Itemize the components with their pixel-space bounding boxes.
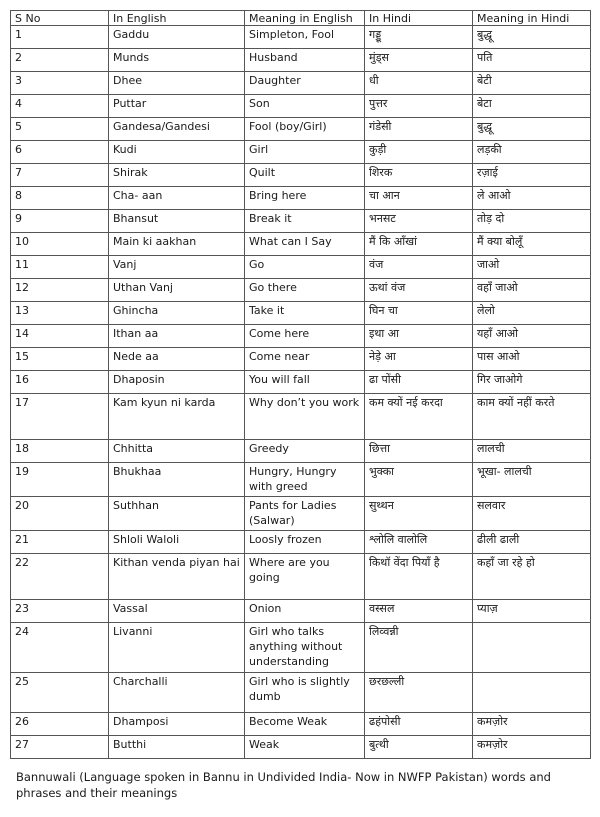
cell-sno: 24 xyxy=(11,623,109,673)
cell-meaning-in-english: Husband xyxy=(245,49,365,72)
cell-in-english: Charchalli xyxy=(109,673,245,713)
cell-in-english: Bhansut xyxy=(109,210,245,233)
cell-in-english: Gandesa/Gandesi xyxy=(109,118,245,141)
table-row xyxy=(11,394,591,440)
cell-sno: 5 xyxy=(11,118,109,141)
header-sno: S No xyxy=(11,11,109,26)
header-meaning-in-english: Meaning in English xyxy=(245,11,365,26)
cell-meaning-in-english: Where are you going xyxy=(245,554,365,600)
cell-in-english: Kudi xyxy=(109,141,245,164)
cell-in-english: Shirak xyxy=(109,164,245,187)
table-row xyxy=(11,673,591,713)
cell-meaning-in-english: Hungry, Hungry with greed xyxy=(245,463,365,497)
cell-sno: 12 xyxy=(11,279,109,302)
table-caption: Bannuwali (Language spoken in Bannu in Undivided India- Now in NWFP Pakistan) words and phrases and their meanings xyxy=(16,770,551,800)
cell-in-hindi: भुक्का xyxy=(365,463,473,497)
table-row xyxy=(11,440,591,463)
cell-meaning-in-hindi: यहाँ आओ xyxy=(473,325,591,348)
cell-meaning-in-english: Why don’t you work xyxy=(245,394,365,440)
cell-in-hindi: चा आन xyxy=(365,187,473,210)
cell-sno: 11 xyxy=(11,256,109,279)
cell-in-english: Suthhan xyxy=(109,497,245,531)
cell-sno: 17 xyxy=(11,394,109,440)
table-row xyxy=(11,736,591,759)
cell-in-hindi: ढा पोंसी xyxy=(365,371,473,394)
cell-meaning-in-hindi: जाओ xyxy=(473,256,591,279)
cell-in-english: Kam kyun ni karda xyxy=(109,394,245,440)
cell-sno: 16 xyxy=(11,371,109,394)
cell-meaning-in-english: You will fall xyxy=(245,371,365,394)
table-row xyxy=(11,233,591,256)
cell-meaning-in-english: Go xyxy=(245,256,365,279)
table-row xyxy=(11,623,591,673)
cell-sno: 23 xyxy=(11,600,109,623)
cell-sno: 18 xyxy=(11,440,109,463)
cell-meaning-in-english: Greedy xyxy=(245,440,365,463)
table-row xyxy=(11,302,591,325)
cell-sno: 19 xyxy=(11,463,109,497)
cell-meaning-in-english: Weak xyxy=(245,736,365,759)
cell-sno: 13 xyxy=(11,302,109,325)
cell-meaning-in-english: Loosly frozen xyxy=(245,531,365,554)
cell-meaning-in-english: Take it xyxy=(245,302,365,325)
cell-meaning-in-english: Come here xyxy=(245,325,365,348)
cell-sno: 14 xyxy=(11,325,109,348)
table-row xyxy=(11,600,591,623)
cell-meaning-in-english: Onion xyxy=(245,600,365,623)
cell-in-english: Munds xyxy=(109,49,245,72)
table-row xyxy=(11,141,591,164)
cell-meaning-in-english: Break it xyxy=(245,210,365,233)
cell-meaning-in-english: Fool (boy/Girl) xyxy=(245,118,365,141)
cell-sno: 8 xyxy=(11,187,109,210)
cell-in-hindi: कुड़ी xyxy=(365,141,473,164)
cell-in-hindi: घिन चा xyxy=(365,302,473,325)
cell-in-hindi: पुत्तर xyxy=(365,95,473,118)
cell-sno: 9 xyxy=(11,210,109,233)
cell-sno: 27 xyxy=(11,736,109,759)
header-in-english: In English xyxy=(109,11,245,26)
cell-sno: 22 xyxy=(11,554,109,600)
cell-meaning-in-hindi: काम क्यों नहीं करते xyxy=(473,394,591,440)
cell-in-hindi: भनसट xyxy=(365,210,473,233)
cell-in-hindi: गड्डू xyxy=(365,26,473,49)
cell-in-hindi: किथॉ वेंदा पियाँ है xyxy=(365,554,473,600)
cell-in-english: Ithan aa xyxy=(109,325,245,348)
cell-in-hindi: ऊथां वंज xyxy=(365,279,473,302)
cell-in-hindi: वस्सल xyxy=(365,600,473,623)
cell-in-english: Kithan venda piyan hai xyxy=(109,554,245,600)
cell-meaning-in-english: What can I Say xyxy=(245,233,365,256)
cell-in-english: Puttar xyxy=(109,95,245,118)
cell-in-hindi: छित्ता xyxy=(365,440,473,463)
cell-sno: 1 xyxy=(11,26,109,49)
cell-meaning-in-hindi: बेटी xyxy=(473,72,591,95)
cell-meaning-in-english: Bring here xyxy=(245,187,365,210)
table-row xyxy=(11,371,591,394)
cell-in-english: Vanj xyxy=(109,256,245,279)
cell-in-hindi: वंज xyxy=(365,256,473,279)
header-row xyxy=(11,11,591,26)
cell-in-hindi: कम क्यों नई करदा xyxy=(365,394,473,440)
cell-meaning-in-english: Girl who talks anything without understanding xyxy=(245,623,365,673)
cell-meaning-in-hindi: मैं क्या बोलूँ xyxy=(473,233,591,256)
cell-meaning-in-english: Become Weak xyxy=(245,713,365,736)
cell-meaning-in-hindi: बेटा xyxy=(473,95,591,118)
cell-meaning-in-hindi: कहाँ जा रहे हो xyxy=(473,554,591,600)
table-row xyxy=(11,325,591,348)
cell-meaning-in-hindi: भूखा- लालची xyxy=(473,463,591,497)
cell-meaning-in-hindi: गिर जाओगे xyxy=(473,371,591,394)
cell-in-hindi: इथा आ xyxy=(365,325,473,348)
cell-meaning-in-hindi xyxy=(473,623,591,673)
cell-sno: 2 xyxy=(11,49,109,72)
cell-meaning-in-english: Simpleton, Fool xyxy=(245,26,365,49)
cell-sno: 15 xyxy=(11,348,109,371)
table-body xyxy=(11,26,591,759)
cell-meaning-in-hindi: कमज़ोर xyxy=(473,736,591,759)
table-row xyxy=(11,256,591,279)
cell-in-english: Dhee xyxy=(109,72,245,95)
cell-in-hindi: बुत्थी xyxy=(365,736,473,759)
cell-in-hindi: शिरक xyxy=(365,164,473,187)
cell-in-english: Vassal xyxy=(109,600,245,623)
cell-meaning-in-hindi: पति xyxy=(473,49,591,72)
cell-in-hindi: मुंड्स xyxy=(365,49,473,72)
cell-meaning-in-hindi: पास आओ xyxy=(473,348,591,371)
cell-meaning-in-hindi: बुद्धू xyxy=(473,26,591,49)
cell-sno: 10 xyxy=(11,233,109,256)
table-row xyxy=(11,164,591,187)
cell-in-english: Gaddu xyxy=(109,26,245,49)
table-row xyxy=(11,554,591,600)
cell-in-english: Chhitta xyxy=(109,440,245,463)
cell-meaning-in-hindi: ले आओ xyxy=(473,187,591,210)
cell-in-english: Uthan Vanj xyxy=(109,279,245,302)
cell-sno: 20 xyxy=(11,497,109,531)
glossary-table xyxy=(10,10,591,759)
table-row xyxy=(11,187,591,210)
cell-meaning-in-english: Go there xyxy=(245,279,365,302)
cell-in-english: Bhukhaa xyxy=(109,463,245,497)
table-row xyxy=(11,49,591,72)
cell-meaning-in-hindi: तोड़ दो xyxy=(473,210,591,233)
table-row xyxy=(11,463,591,497)
cell-in-english: Dhamposi xyxy=(109,713,245,736)
cell-meaning-in-hindi: ढीली ढाली xyxy=(473,531,591,554)
cell-in-english: Main ki aakhan xyxy=(109,233,245,256)
cell-sno: 21 xyxy=(11,531,109,554)
table-row xyxy=(11,531,591,554)
cell-meaning-in-hindi: सलवार xyxy=(473,497,591,531)
table-row xyxy=(11,72,591,95)
cell-in-hindi: श्लोलि वालोलि xyxy=(365,531,473,554)
cell-meaning-in-hindi: प्याज़ xyxy=(473,600,591,623)
cell-in-english: Dhaposin xyxy=(109,371,245,394)
cell-sno: 4 xyxy=(11,95,109,118)
cell-in-hindi: ढहंपोसी xyxy=(365,713,473,736)
cell-in-hindi: छरछल्ली xyxy=(365,673,473,713)
table-row xyxy=(11,497,591,531)
header-meaning-in-hindi: Meaning in Hindi xyxy=(473,11,591,26)
cell-in-english: Shloli Waloli xyxy=(109,531,245,554)
table-row xyxy=(11,713,591,736)
cell-meaning-in-hindi: कमज़ोर xyxy=(473,713,591,736)
cell-sno: 26 xyxy=(11,713,109,736)
table-row xyxy=(11,210,591,233)
cell-meaning-in-hindi: लालची xyxy=(473,440,591,463)
cell-meaning-in-hindi: रज़ाई xyxy=(473,164,591,187)
cell-meaning-in-english: Girl xyxy=(245,141,365,164)
cell-in-hindi: गंडेसी xyxy=(365,118,473,141)
cell-meaning-in-english: Daughter xyxy=(245,72,365,95)
cell-meaning-in-english: Pants for Ladies (Salwar) xyxy=(245,497,365,531)
cell-in-english: Cha- aan xyxy=(109,187,245,210)
cell-in-hindi: सुथ्थन xyxy=(365,497,473,531)
cell-sno: 6 xyxy=(11,141,109,164)
cell-in-english: Livanni xyxy=(109,623,245,673)
cell-in-hindi: मैं कि आँखां xyxy=(365,233,473,256)
table-row xyxy=(11,95,591,118)
cell-meaning-in-hindi: बुद्धू xyxy=(473,118,591,141)
cell-in-hindi: नेड़े आ xyxy=(365,348,473,371)
cell-sno: 3 xyxy=(11,72,109,95)
cell-meaning-in-english: Quilt xyxy=(245,164,365,187)
header-in-hindi: In Hindi xyxy=(365,11,473,26)
cell-meaning-in-hindi xyxy=(473,673,591,713)
cell-sno: 7 xyxy=(11,164,109,187)
cell-meaning-in-hindi: वहाँ जाओ xyxy=(473,279,591,302)
cell-meaning-in-english: Girl who is slightly dumb xyxy=(245,673,365,713)
table-row xyxy=(11,279,591,302)
cell-in-english: Butthi xyxy=(109,736,245,759)
cell-in-english: Nede aa xyxy=(109,348,245,371)
cell-in-hindi: धी xyxy=(365,72,473,95)
table-row xyxy=(11,118,591,141)
cell-in-hindi: लिव्वन्नी xyxy=(365,623,473,673)
cell-meaning-in-hindi: लेलो xyxy=(473,302,591,325)
table-row xyxy=(11,348,591,371)
cell-meaning-in-hindi: लड़की xyxy=(473,141,591,164)
table-row xyxy=(11,26,591,49)
cell-meaning-in-english: Come near xyxy=(245,348,365,371)
cell-in-english: Ghincha xyxy=(109,302,245,325)
cell-meaning-in-english: Son xyxy=(245,95,365,118)
cell-sno: 25 xyxy=(11,673,109,713)
